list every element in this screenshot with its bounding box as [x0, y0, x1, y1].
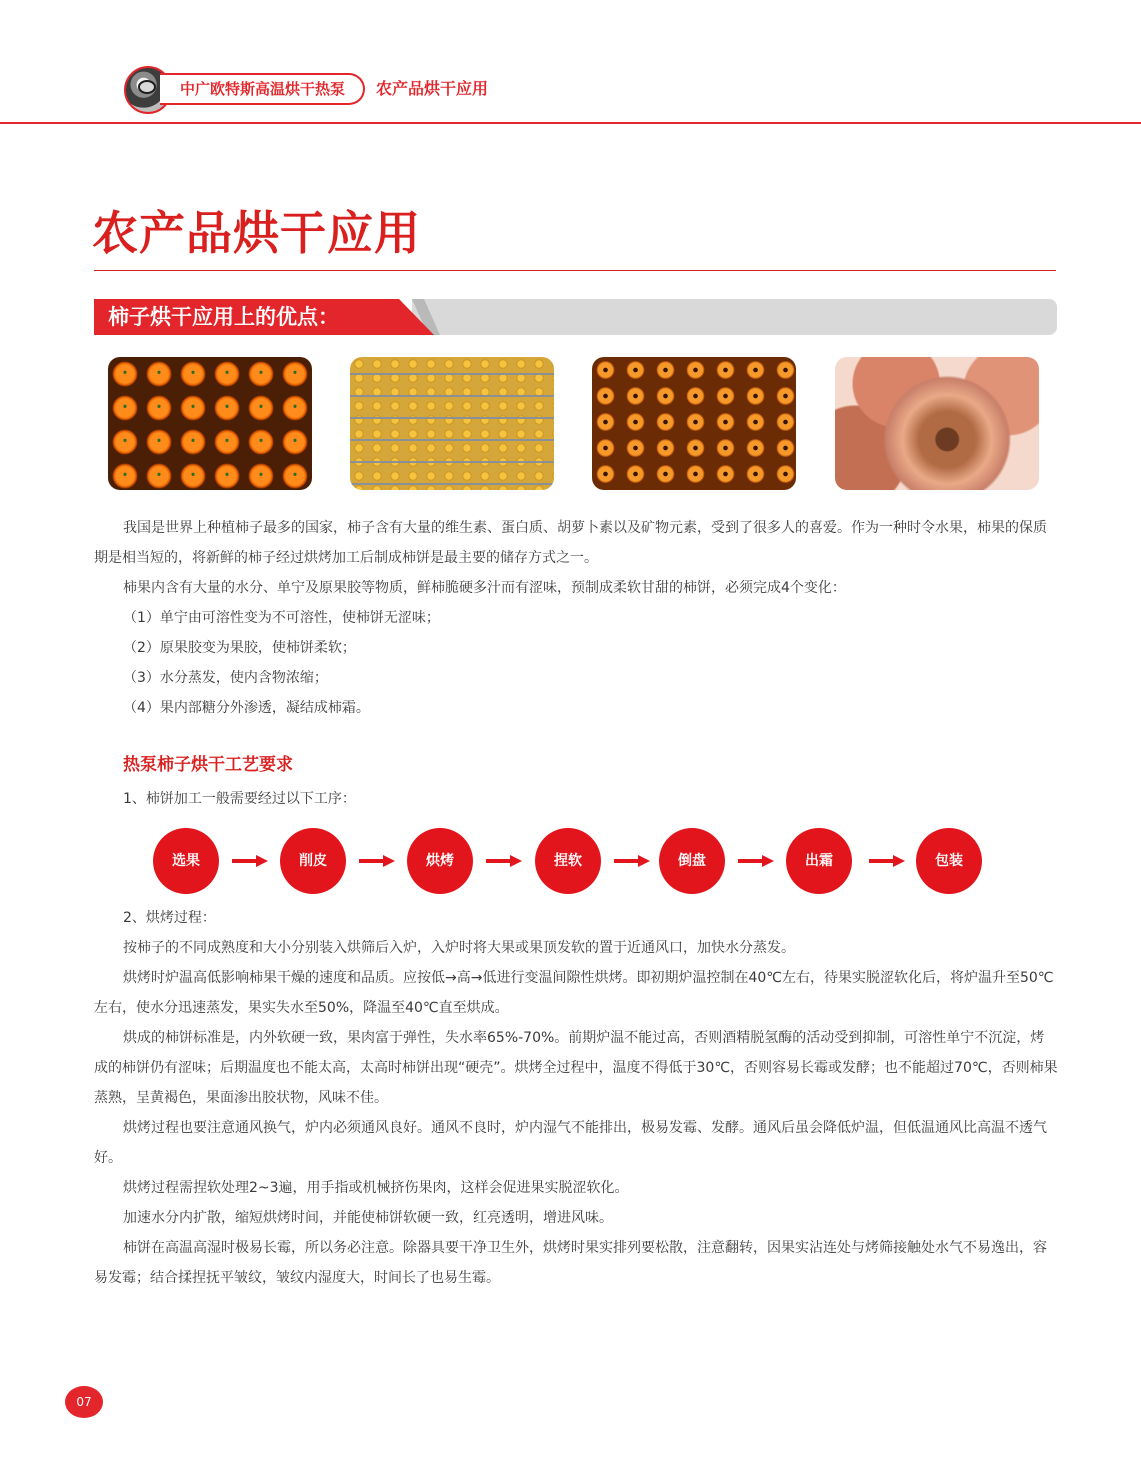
process-step-bake: 烘烤 [407, 828, 473, 894]
process-step-package: 包装 [916, 828, 982, 894]
baking-paragraph-6: 加速水分内扩散，缩短烘烤时间，并能使柿饼软硬一致，红亮透明，增进风味。 [123, 1210, 613, 1226]
section-banner-title: 柿子烘干应用上的优点： [108, 305, 339, 329]
process-heading: 热泵柿子烘干工艺要求 [123, 755, 293, 775]
process-step-knead: 捏软 [535, 828, 601, 894]
process-step-frost: 出霜 [786, 828, 852, 894]
intro-paragraph-1: 我国是世界上种植柿子最多的国家，柿子含有大量的维生素、蛋白质、胡萝卜素以及矿物元素，受到了很多人的喜爱。作为一种时令水果，柿果的保质期是相当短的，将新鲜的柿子经过烘烤加工后制成柿饼是最主要的储存方式之一。 [94, 520, 1047, 566]
drying-racks-photo [350, 357, 554, 490]
brand-tag: 中广欧特斯高温烘干热泵 [160, 73, 365, 105]
top-header [0, 0, 1141, 126]
change-item-2: （2）原果胶变为果胶，使柿饼柔软； [123, 640, 356, 656]
arrow-right-icon [614, 857, 650, 865]
change-item-4: （4）果内部糖分外渗透，凝结成柿霜。 [123, 700, 370, 716]
baking-paragraph-2: 烘烤时炉温高低影响柿果干燥的速度和品质。应按低→高→低进行变温间隙性烘烤。即初期炉温控制在40℃左右，待果实脱涩软化后，将炉温升至50℃左右，使水分迅速蒸发，果实失水至50%，降温至40℃直至烘成。 [94, 970, 1054, 1016]
arrow-right-icon [359, 857, 395, 865]
process-step2-label: 2、烘烤过程： [123, 910, 216, 926]
arrow-right-icon [486, 857, 522, 865]
header-section-title: 农产品烘干应用 [376, 79, 489, 98]
process-step-flip-tray: 倒盘 [659, 828, 725, 894]
page-number: 07 [65, 1386, 103, 1418]
title-divider [94, 270, 1056, 271]
intro-paragraph-2: 柿果内含有大量的水分、单宁及原果胶等物质，鲜柿脆硬多汁而有涩味，预制成柔软甘甜的柿饼，必须完成4个变化： [123, 580, 846, 596]
process-step1-label: 1、柿饼加工一般需要经过以下工序： [123, 791, 356, 807]
sliced-persimmons-photo [592, 357, 796, 490]
fresh-persimmons-photo [108, 357, 312, 490]
change-item-3: （3）水分蒸发，使内含物浓缩； [123, 670, 328, 686]
arrow-right-icon [232, 857, 268, 865]
arrow-right-icon [738, 857, 774, 865]
baking-paragraph-3: 烘成的柿饼标准是，内外软硬一致，果肉富于弹性，失水率65%-70%。前期炉温不能过高，否则酒精脱氢酶的活动受到抑制，可溶性单宁不沉淀，烤成的柿饼仍有涩味；后期温度也不能太高，太高时柿饼出现“硬壳”。烘烤全过程中，温度不得低于30℃，否则容易长霉或发酵；也不能超过70℃，否则柿果蒸熟，呈黄褐色，果面渗出胶状物，风味不佳。 [94, 1030, 1058, 1106]
dried-persimmon-cakes-photo [835, 357, 1039, 490]
baking-paragraph-1: 按柿子的不同成熟度和大小分别装入烘筛后入炉，入炉时将大果或果顶发软的置于近通风口，加快水分蒸发。 [123, 940, 795, 956]
change-item-1: （1）单宁由可溶性变为不可溶性，使柿饼无涩味； [123, 610, 440, 626]
arrow-right-icon [869, 857, 905, 865]
baking-paragraph-4: 烘烤过程也要注意通风换气，炉内必须通风良好。通风不良时，炉内湿气不能排出，极易发霉、发酵。通风后虽会降低炉温，但低温通风比高温不透气好。 [94, 1120, 1047, 1166]
page-title: 农产品烘干应用 [92, 206, 421, 260]
process-step-select: 选果 [153, 828, 219, 894]
baking-paragraph-7: 柿饼在高温高湿时极易长霉，所以务必注意。除器具要干净卫生外，烘烤时果实排列要松散，注意翻转，因果实沾连处与烤筛接触处水气不易逸出，容易发霉；结合揉捏抚平皱纹，皱纹内湿度大，时间长了也易生霉。 [94, 1240, 1047, 1286]
header-divider [0, 122, 1141, 124]
section-banner-bar [412, 299, 1057, 335]
baking-paragraph-5: 烘烤过程需捏软处理2~3遍，用手指或机械挤伤果肉，这样会促进果实脱涩软化。 [123, 1180, 629, 1196]
process-step-peel: 削皮 [280, 828, 346, 894]
